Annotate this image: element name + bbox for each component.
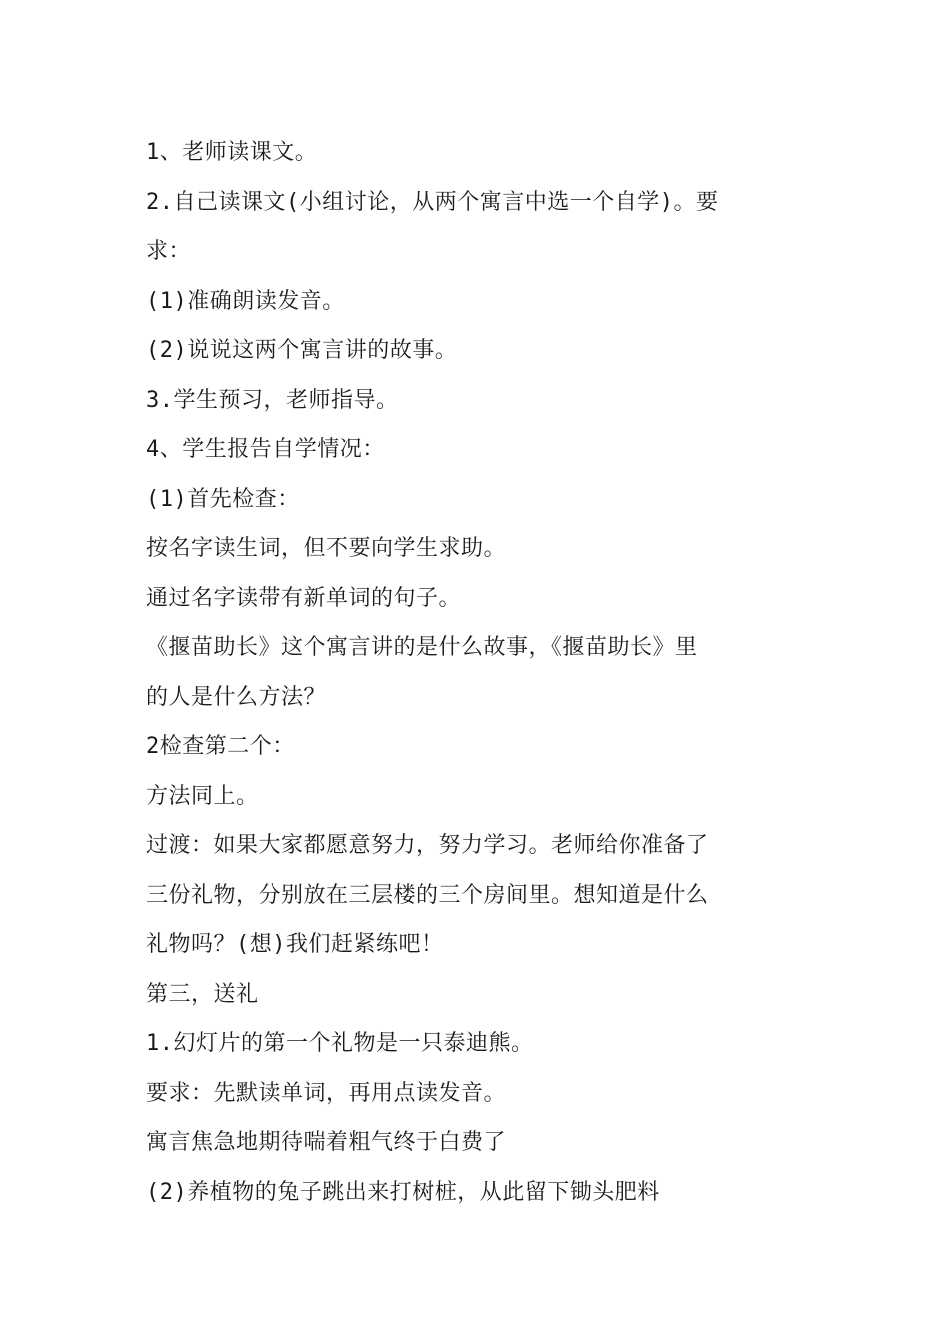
- text-line: 2.自己读课文(小组讨论，从两个寓言中选一个自学)。要: [146, 189, 719, 215]
- text-line: 通过名字读带有新单词的句子。: [146, 585, 462, 611]
- document-body: [146, 128, 811, 1217]
- text-line: 的人是什么方法？: [146, 684, 327, 710]
- text-line: 寓言焦急地期待喘着粗气终于白费了: [146, 1130, 507, 1155]
- text-line: 1.幻灯片的第一个礼物是一只泰迪熊。: [146, 1031, 534, 1056]
- text-line: 求：: [146, 239, 192, 264]
- text-line: (1)首先检查：: [146, 486, 300, 512]
- text-line: (2)养植物的兔子跳出来打树桩，从此留下锄头肥料: [146, 1179, 660, 1205]
- text-line: 礼物吗？(想)我们赶紧练吧！: [146, 932, 444, 957]
- text-line: (2)说说这两个寓言讲的故事。: [146, 338, 458, 363]
- text-line: 4、学生报告自学情况：: [146, 437, 385, 462]
- text-line: 过渡：如果大家都愿意努力，努力学习。老师给你准备了: [146, 833, 709, 858]
- text-line: 方法同上。: [146, 783, 259, 809]
- text-line: (1)准确朗读发音。: [146, 288, 345, 314]
- text-line: 按名字读生词，但不要向学生求助。: [146, 536, 507, 561]
- text-line: 三份礼物，分别放在三层楼的三个房间里。想知道是什么: [146, 882, 709, 908]
- text-line: 要求：先默读单词，再用点读发音。: [146, 1080, 507, 1106]
- text-line: 《揠苗助长》这个寓言讲的是什么故事，《揠苗助长》里: [146, 635, 698, 660]
- text-line: 第三，送礼: [146, 981, 259, 1007]
- text-line: 2检查第二个：: [146, 734, 295, 759]
- text-line: 3.学生预习，老师指导。: [146, 387, 399, 413]
- text-line: 1、老师读课文。: [146, 140, 318, 165]
